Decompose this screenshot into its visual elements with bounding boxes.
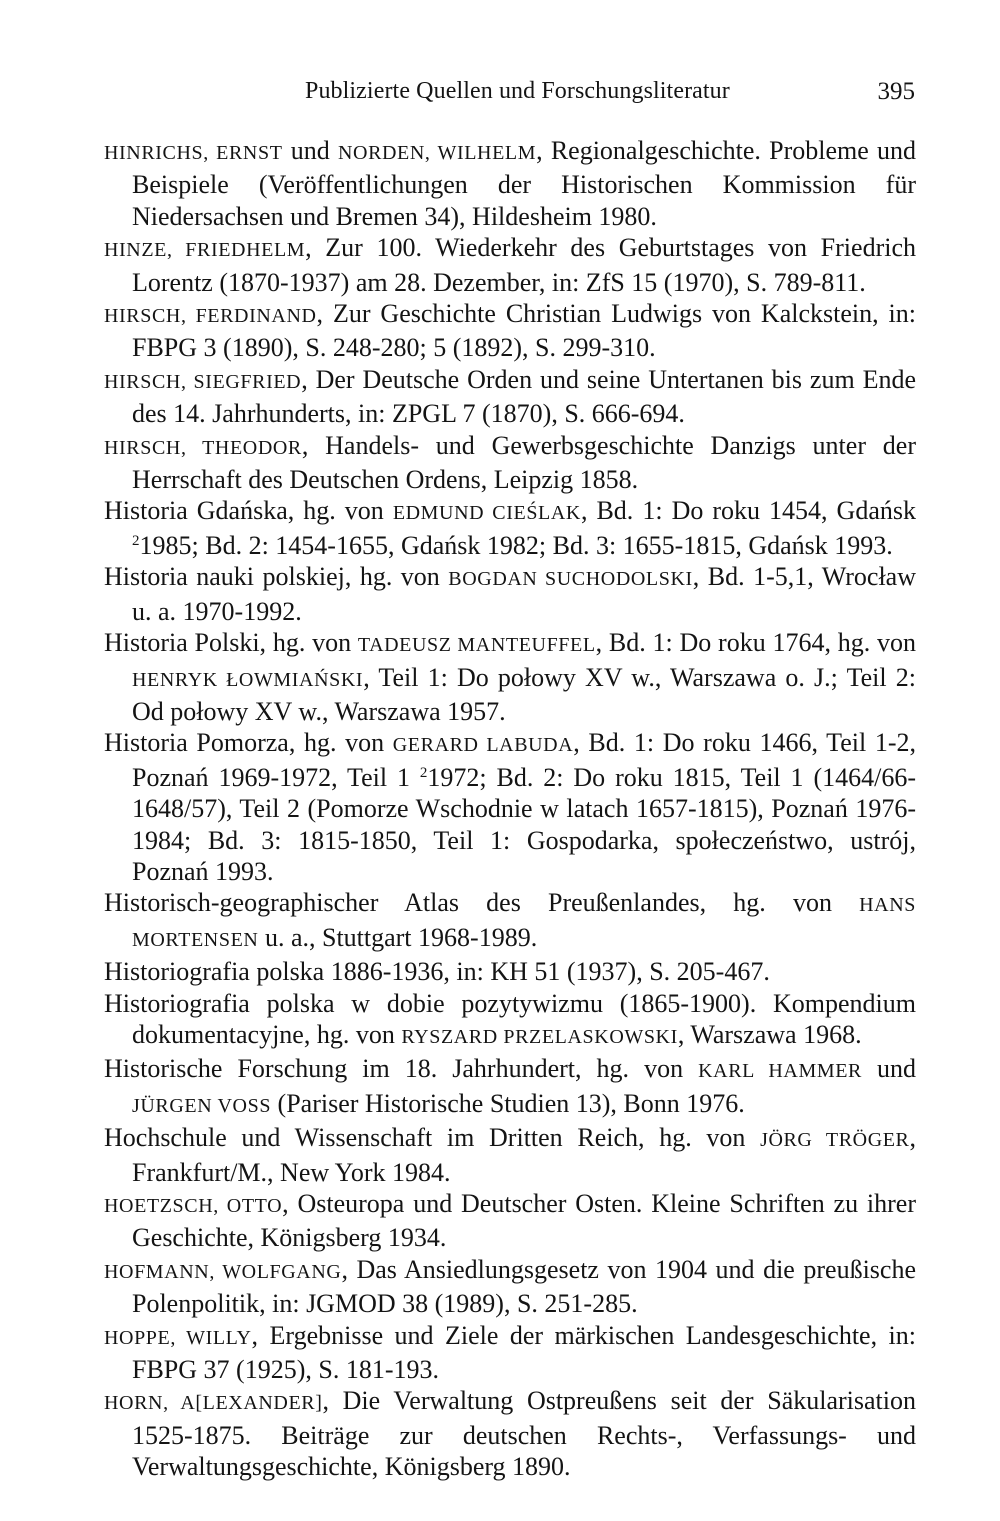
author-name: HIRSCH, SIEGFRIED xyxy=(104,370,302,393)
bibliography-entry xyxy=(104,1188,916,1254)
entry-text: , Zur Geschichte Christian Ludwigs von Kalckstein, in: FBPG 3 (1890), S. 248-280; 5 (1892), S. 299-310. xyxy=(132,299,916,363)
running-title: Publizierte Quellen und Forschungsliteratur xyxy=(305,78,730,104)
editor-name: GERARD LABUDA xyxy=(392,734,574,757)
author-name: HOPPE, WILLY xyxy=(104,1326,252,1349)
bibliography-entry xyxy=(104,1254,916,1320)
entry-text: Historia nauki polskiej, hg. von xyxy=(104,562,449,592)
bibliography-entry xyxy=(104,430,916,496)
running-header xyxy=(100,78,915,118)
edition-superscript: 2 xyxy=(132,532,140,549)
bibliography-entry: Historia nauki polskiej, hg. von BOGDAN SUCHODOLSKI, Bd. 1-5,1, Wrocław u. a. 1970-1992. xyxy=(104,562,916,626)
entry-text: Historiografia polska w dobie pozytywizmu (1865-1900). Kompendium dokumentacyjne, hg. von xyxy=(104,988,916,1049)
author-name: HORN, A[LEXANDER] xyxy=(104,1392,323,1415)
bibliography-entry xyxy=(104,364,916,430)
entry-text: Historiografia polska 1886-1936, in: KH 51 (1937), S. 205-467. xyxy=(104,957,770,987)
entry-text: , Ergebnisse und Ziele der märkischen Landesgeschichte, in: FBPG 37 (1925), S. 181-193. xyxy=(132,1320,916,1385)
editor-name: KARL HAMMER xyxy=(698,1060,862,1083)
bibliography-entry: Historia Gdańska, hg. von EDMUND CIEŚLAK, Bd. 1: Do roku 1454, Gdańsk $^2$1985; Bd. 2: 1454-1655, Gdańsk 1982; Bd. 3: 1655-1815, Gdańsk 1993. xyxy=(104,496,916,560)
author-name: HINRICHS, ERNST xyxy=(104,142,283,164)
bibliography-entry xyxy=(104,956,916,987)
author-name: HIRSCH, FERDINAND xyxy=(104,305,317,328)
bibliography-entry: Historisch-geographischer Atlas des Preußenlandes, hg. von HANS MORTENSEN u. a., Stuttgart 1968-1989. xyxy=(104,888,916,952)
entry-text: Historia Polski, hg. von xyxy=(104,628,358,658)
editor-name: RYSZARD PRZELASKOWSKI xyxy=(401,1025,678,1048)
author-name: HINZE, FRIEDHELM xyxy=(104,239,306,262)
entry-text: , Zur 100. Wiederkehr des Geburtstages von Friedrich Lorentz (1870-1937) am 28. Dezember, in: ZfS 15 (1970), S. 789-811. xyxy=(132,233,916,297)
editor-name: HENRYK ŁOWMIAŃSKI xyxy=(132,668,364,691)
bibliography-entry: Historia Polski, hg. von TADEUSZ MANTEUFFEL, Bd. 1: Do roku 1764, hg. von HENRYK ŁOWMIAŃSKI, Teil 1: Do połowy XV w., Warszawa o. J.; Teil 2: Od połowy XV w., Warszawa 1957. xyxy=(104,628,917,726)
author-name: HOFMANN, WOLFGANG xyxy=(104,1260,342,1283)
bibliography-entry: Historische Forschung im 18. Jahrhundert, hg. von KARL HAMMER und JÜRGEN VOSS (Pariser Historische Studien 13), Bonn 1976. xyxy=(104,1054,917,1118)
entry-text: , Handels- und Gewerbsgeschichte Danzigs unter der Herrschaft des Deutschen Ordens, Leipzig 1858. xyxy=(132,430,916,495)
entry-text: Historische Forschung im 18. Jahrhundert, hg. von xyxy=(104,1054,699,1084)
editor-name: TADEUSZ MANTEUFFEL xyxy=(357,634,596,657)
bibliography-entry xyxy=(104,1320,916,1386)
editor-name: BOGDAN SUCHODOLSKI xyxy=(448,568,693,591)
edition-superscript: 2 xyxy=(419,764,428,781)
page-number: 395 xyxy=(877,78,915,105)
author-name: HIRSCH, THEODOR xyxy=(104,436,302,459)
entry-text: , Das Ansiedlungsgesetz von 1904 und die preußische Polenpolitik, in: JGMOD 38 (1989), S. 251-285. xyxy=(132,1254,916,1319)
bibliography-entry xyxy=(104,1385,916,1482)
bibliography-entry: Hochschule und Wissenschaft im Dritten Reich, hg. von JÖRG TRÖGER, Frankfurt/M., New York 1984. xyxy=(104,1123,916,1187)
entry-text: Historia Gdańska, hg. von xyxy=(104,496,393,526)
author-name: NORDEN, WILHELM xyxy=(337,142,537,164)
bibliography-entry xyxy=(104,298,916,364)
entry-text: , Osteuropa und Deutscher Osten. Kleine Schriften zu ihrer Geschichte, Königsberg 1934. xyxy=(132,1189,917,1253)
author-name: HOETZSCH, OTTO xyxy=(104,1195,283,1217)
editor-name: HANS MORTENSEN xyxy=(132,894,916,951)
bibliography-entry xyxy=(104,232,916,298)
bibliography-entry: HINRICHS, ERNST und NORDEN, WILHELM, Regionalgeschichte. Probleme und Beispiele (Veröffentlichungen der Historischen Kommission für Niedersachsen und Bremen 34), Hildesheim 1980. xyxy=(104,136,917,231)
entry-text: Hochschule und Wissenschaft im Dritten Reich, hg. von xyxy=(104,1123,761,1153)
entry-text: Historisch-geographischer Atlas des Preußenlandes, hg. von xyxy=(104,888,860,918)
editor-name: JÖRG TRÖGER xyxy=(760,1129,910,1152)
editor-name: EDMUND CIEŚLAK xyxy=(392,502,581,525)
entry-text: , Regionalgeschichte. Probleme und Beispiele (Veröffentlichungen der Historischen Kommission für Niedersachsen und Bremen 34), Hildesheim 1980. xyxy=(132,136,917,231)
entry-text: , Der Deutsche Orden und seine Untertanen bis zum Ende des 14. Jahrhunderts, in: ZPGL 7 (1870), S. 666-694. xyxy=(132,364,916,429)
bibliography-list xyxy=(104,135,916,1483)
entry-text: Historia Pomorza, hg. von xyxy=(104,728,393,758)
editor-name: JÜRGEN VOSS xyxy=(132,1094,272,1117)
entry-text: , Die Verwaltung Ostpreußens seit der Säkularisation 1525-1875. Beiträge zur deutschen Rechts-, Verfassungs- und Verwaltungsgeschichte, Königsberg 1890. xyxy=(132,1386,916,1482)
bibliography-entry: Historia Pomorza, hg. von GERARD LABUDA, Bd. 1: Do roku 1466, Teil 1-2, Poznań 1969-1972, Teil 1 $^2$1972; Bd. 2: Do roku 1815, Teil 1 (1464/66-1648/57), Teil 2 (Pomorze Wschodnie w latach 1657-1815), Poznań 1976-1984; Bd. 3: 1815-1850, Teil 1: Gospodarka, społeczeństwo, ustrój, Poznań 1993. xyxy=(104,728,917,886)
bibliography-entry: Historiografia polska w dobie pozytywizmu (1865-1900). Kompendium dokumentacyjne, hg. von RYSZARD PRZELASKOWSKI, Warszawa 1968. xyxy=(104,988,916,1049)
